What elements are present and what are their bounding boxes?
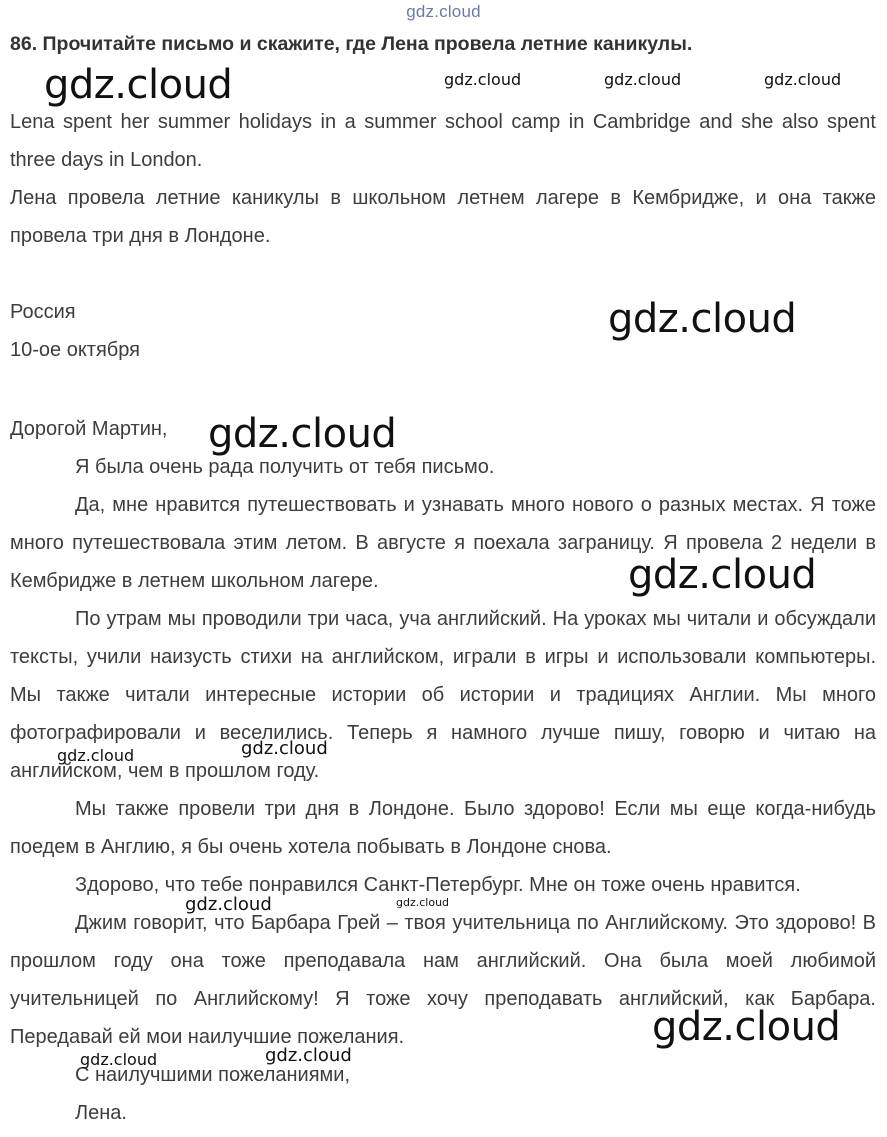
watermark: gdz.cloud	[44, 62, 233, 108]
answer-russian: Лена провела летние каникулы в школьном летнем лагере в Кембридже, и она также провела три дня в Лондоне.	[10, 187, 876, 247]
watermark: gdz.cloud	[241, 738, 328, 759]
watermark: gdz.cloud	[265, 1045, 352, 1066]
watermark: gdz.cloud	[444, 70, 522, 89]
watermark: gdz.cloud	[185, 894, 272, 915]
letter-paragraph: Джим говорит, что Барбара Грей – твоя учительница по Английскому. Это здорово! В прошлом году она тоже преподавала нам английский. Она была моей любимой учительницей по Английскому! Я тоже хочу преподавать английский, как Барбара. Передавай ей мои наилучшие пожелания.	[10, 912, 876, 1048]
letter-body	[10, 410, 876, 1132]
letter-paragraph: По утрам мы проводили три часа, уча английский. На уроках мы читали и обсуждали тексты, учили наизусть стихи на английском, играли в игры и использовали компьютеры. Мы также читали интересные истории об истории и традициях Англии. Мы много фотографировали и веселились. Теперь я намного лучше пишу, говорю и читаю на английском, чем в прошлом году.	[10, 608, 876, 782]
watermark: gdz.cloud	[604, 70, 682, 89]
watermark: gdz.cloud	[80, 1050, 158, 1069]
watermark: gdz.cloud	[396, 896, 450, 909]
letter-paragraph: Здорово, что тебе понравился Санкт-Петербург. Мне он тоже очень нравится.	[75, 874, 801, 896]
letter-paragraph: Мы также провели три дня в Лондоне. Было здорово! Если мы еще когда-нибудь поедем в Англию, я бы очень хотела побывать в Лондоне снова.	[10, 798, 876, 858]
watermark: gdz.cloud	[608, 296, 797, 342]
task-title: 86. Прочитайте письмо и скажите, где Лена провела летние каникулы.	[10, 33, 693, 55]
answer-english: Lena spent her summer holidays in a summer school camp in Cambridge and she also spent three days in London.	[10, 111, 876, 171]
watermark: gdz.cloud	[628, 552, 817, 598]
letter-signature: Лена.	[75, 1102, 127, 1124]
letter-closing: С наилучшими пожеланиями,	[75, 1064, 351, 1086]
letter-greeting: Дорогой Мартин,	[10, 418, 168, 440]
watermark: gdz.cloud	[652, 1004, 841, 1050]
watermark: gdz.cloud	[57, 746, 135, 765]
watermark: gdz.cloud	[208, 411, 397, 457]
letter-date: 10-ое октября	[10, 339, 140, 361]
letter-country: Россия	[10, 301, 76, 323]
answer-block	[10, 103, 876, 255]
letter-paragraph: Я была очень рада получить от тебя письмо.	[75, 456, 495, 478]
letter-header	[10, 293, 876, 369]
letter-paragraph: Да, мне нравится путешествовать и узнавать много нового о разных местах. Я тоже много путешествовала этим летом. В августе я поехала заграницу. Я провела 2 недели в Кембридже в летнем школьном лагере.	[10, 494, 876, 592]
watermark: gdz.cloud	[764, 70, 842, 89]
site-watermark-top: gdz.cloud	[406, 2, 481, 21]
